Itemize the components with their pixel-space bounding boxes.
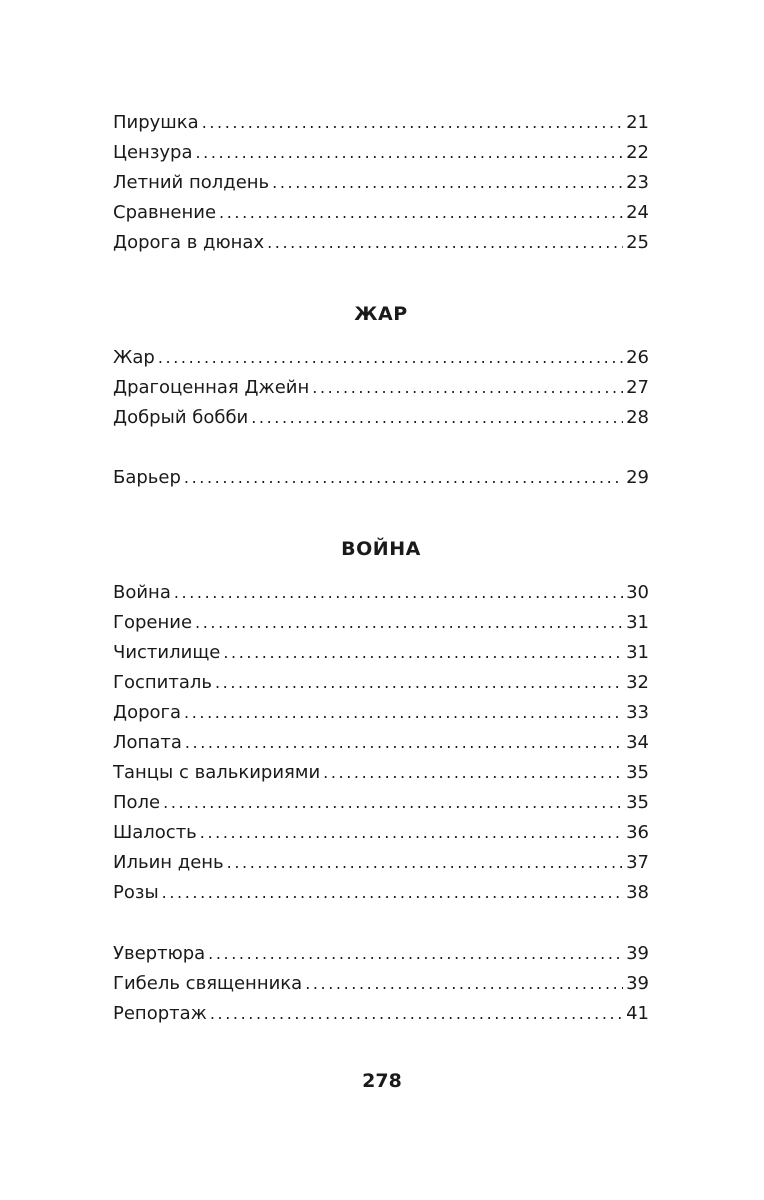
toc-entry-page: 36 [626,822,649,843]
toc-entry-page: 21 [626,112,649,133]
toc-group-4 [113,578,649,908]
toc-entry [113,878,649,908]
dot-leader [223,638,623,668]
toc-entry [113,168,649,198]
toc-entry-title: Добрый бобби [113,407,249,428]
toc-entry-title: Чистилище [113,642,221,663]
toc-entry-title: Поле [113,792,161,813]
toc-entry [113,578,649,608]
toc-entry-page: 37 [626,852,649,873]
toc-entry-page: 26 [626,347,649,368]
toc-entry-title: Пирушка [113,112,199,133]
toc-entry-title: Дорога в дюнах [113,232,265,253]
dot-leader [196,138,624,168]
toc-entry-page: 39 [626,943,649,964]
toc-entry [113,403,649,433]
section-heading-zhar: ЖАР [354,303,408,325]
dot-leader [202,108,623,138]
toc-entry-title: Шалость [113,822,197,843]
toc-entry-title: Увертюра [113,943,206,964]
toc-entry-title: Летний полдень [113,172,270,193]
toc-entry [113,788,649,818]
dot-leader [195,608,623,638]
toc-entry-page: 32 [626,672,649,693]
toc-entry [113,668,649,698]
page-number: 278 [362,1070,402,1092]
dot-leader [210,999,623,1029]
toc-entry-title: Танцы с валькириями [113,762,321,783]
dot-leader [185,728,623,758]
dot-leader [174,578,623,608]
dot-leader [208,939,623,969]
dot-leader [272,168,623,198]
toc-group-5 [113,939,649,1029]
dot-leader [312,373,623,403]
toc-entry-title: Война [113,582,171,603]
dot-leader [162,878,623,908]
toc-entry-title: Ильин день [113,852,224,873]
toc-entry-page: 24 [626,202,649,223]
toc-entry-page: 25 [626,232,649,253]
toc-entry-page: 28 [626,407,649,428]
dot-leader [215,668,623,698]
toc-entry [113,138,649,168]
toc-entry [113,638,649,668]
toc-entry-page: 31 [626,642,649,663]
toc-group-3 [113,463,649,493]
toc-entry [113,758,649,788]
toc-entry-page: 22 [626,142,649,163]
toc-entry-title: Розы [113,882,159,903]
dot-leader [200,818,623,848]
toc-entry-title: Дорога [113,702,182,723]
toc-entry [113,698,649,728]
toc-entry [113,728,649,758]
toc-entry-page: 33 [626,702,649,723]
toc-entry-page: 27 [626,377,649,398]
toc-entry [113,818,649,848]
toc-entry-page: 41 [626,1003,649,1024]
dot-leader [163,788,623,818]
toc-group-1 [113,108,649,258]
dot-leader [251,403,623,433]
toc-entry-title: Репортаж [113,1003,207,1024]
toc-entry-title: Гибель священника [113,973,303,994]
dot-leader [323,758,623,788]
toc-entry-page: 35 [626,762,649,783]
toc-entry-page: 34 [626,732,649,753]
toc-entry-page: 23 [626,172,649,193]
dot-leader [158,343,623,373]
toc-entry [113,999,649,1029]
toc-entry [113,198,649,228]
toc-entry [113,608,649,638]
section-heading-voina: ВОЙНА [341,538,421,560]
toc-entry [113,848,649,878]
dot-leader [184,463,623,493]
toc-entry [113,373,649,403]
toc-entry-title: Цензура [113,142,193,163]
toc-entry [113,463,649,493]
dot-leader [219,198,623,228]
toc-entry [113,939,649,969]
toc-entry-page: 38 [626,882,649,903]
toc-entry [113,343,649,373]
toc-entry [113,228,649,258]
dot-leader [305,969,623,999]
toc-entry-title: Драгоценная Джейн [113,377,310,398]
dot-leader [267,228,623,258]
toc-entry-title: Госпиталь [113,672,212,693]
dot-leader [227,848,623,878]
dot-leader [184,698,623,728]
toc-entry-page: 30 [626,582,649,603]
toc-entry-title: Барьер [113,467,181,488]
toc-group-2 [113,343,649,433]
toc-entry-title: Сравнение [113,202,217,223]
toc-entry-page: 35 [626,792,649,813]
toc-entry-title: Жар [113,347,155,368]
toc-entry-page: 39 [626,973,649,994]
toc-entry-title: Лопата [113,732,182,753]
toc-entry-page: 31 [626,612,649,633]
toc-entry-page: 29 [626,467,649,488]
toc-entry [113,108,649,138]
toc-entry-title: Горение [113,612,193,633]
toc-entry [113,969,649,999]
